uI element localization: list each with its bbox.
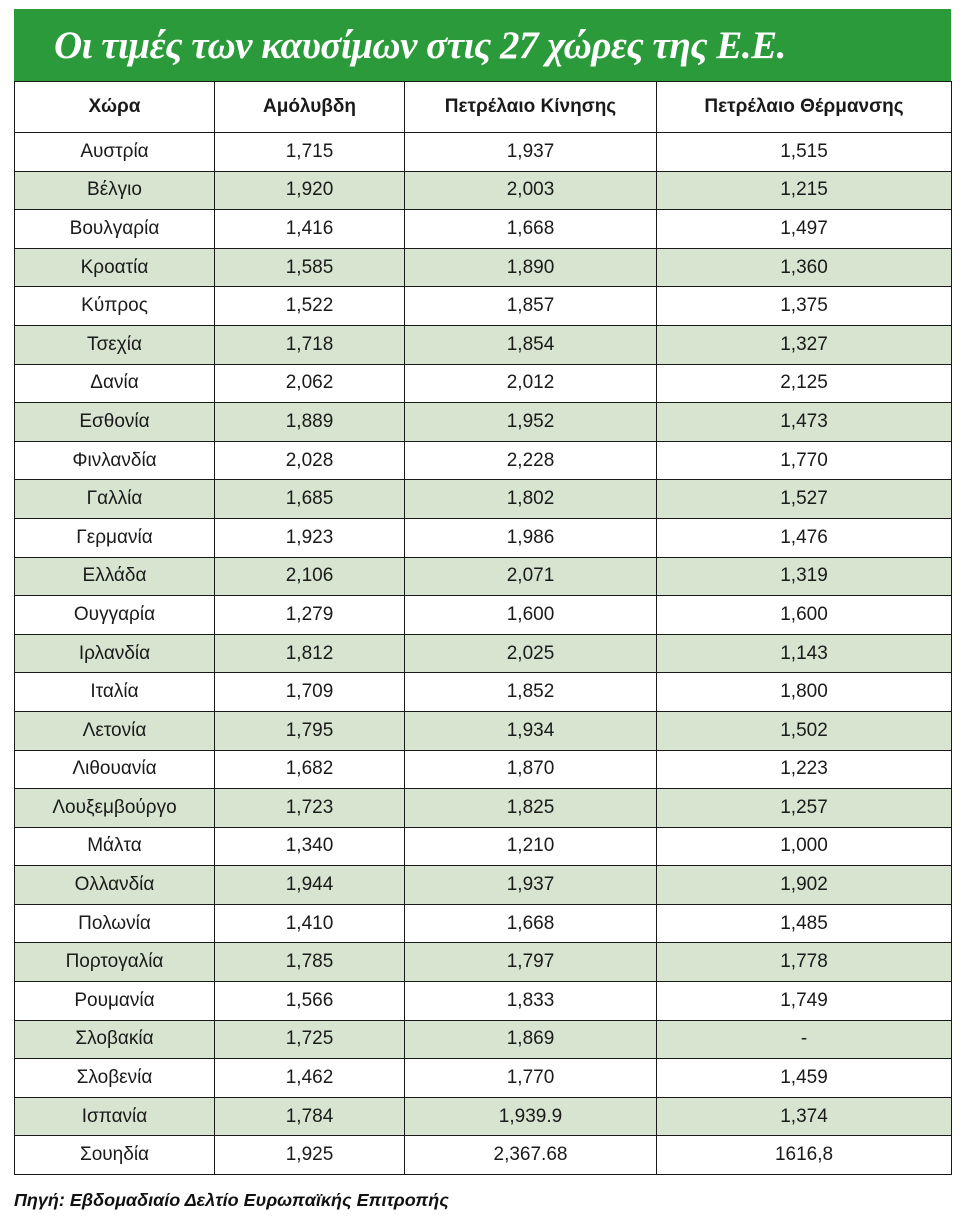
table-header-row: [15, 82, 952, 133]
cell-country: Γερμανία: [15, 518, 215, 557]
cell-country: Ρουμανία: [15, 982, 215, 1021]
cell-unleaded: 1,715: [215, 133, 405, 172]
cell-diesel: 1,770: [405, 1059, 657, 1098]
cell-heating-oil: 1,473: [657, 403, 952, 442]
cell-diesel: 1,854: [405, 325, 657, 364]
table-row: [15, 789, 952, 828]
table-row: [15, 827, 952, 866]
cell-heating-oil: 1,778: [657, 943, 952, 982]
cell-unleaded: 1,585: [215, 248, 405, 287]
cell-heating-oil: 1,770: [657, 441, 952, 480]
cell-unleaded: 1,410: [215, 904, 405, 943]
cell-country: Πολωνία: [15, 904, 215, 943]
cell-diesel: 1,870: [405, 750, 657, 789]
cell-diesel: 1,802: [405, 480, 657, 519]
cell-heating-oil: 1,800: [657, 673, 952, 712]
fuel-prices-table: [14, 81, 952, 1175]
cell-country: Φινλανδία: [15, 441, 215, 480]
table-row: [15, 750, 952, 789]
table-row: [15, 403, 952, 442]
cell-diesel: 1,210: [405, 827, 657, 866]
cell-diesel: 2,367.68: [405, 1136, 657, 1175]
cell-heating-oil: 1,749: [657, 982, 952, 1021]
table-row: [15, 1097, 952, 1136]
table-row: [15, 133, 952, 172]
cell-country: Βέλγιο: [15, 171, 215, 210]
cell-unleaded: 1,784: [215, 1097, 405, 1136]
cell-diesel: 1,833: [405, 982, 657, 1021]
cell-unleaded: 1,944: [215, 866, 405, 905]
source-note: Πηγή: Εβδομαδιαίο Δελτίο Ευρωπαϊκής Επιτροπής: [14, 1190, 449, 1210]
cell-diesel: 1,668: [405, 904, 657, 943]
cell-diesel: 1,986: [405, 518, 657, 557]
cell-diesel: 1,852: [405, 673, 657, 712]
cell-unleaded: 1,785: [215, 943, 405, 982]
table-row: [15, 171, 952, 210]
cell-unleaded: 1,682: [215, 750, 405, 789]
table-row: [15, 904, 952, 943]
table-row: [15, 711, 952, 750]
cell-diesel: 2,071: [405, 557, 657, 596]
cell-country: Δανία: [15, 364, 215, 403]
cell-heating-oil: 1,257: [657, 789, 952, 828]
cell-country: Ισπανία: [15, 1097, 215, 1136]
cell-country: Κροατία: [15, 248, 215, 287]
cell-diesel: 1,934: [405, 711, 657, 750]
cell-diesel: 1,668: [405, 210, 657, 249]
table-row: [15, 1020, 952, 1059]
fuel-prices-sheet: [14, 9, 951, 1175]
table-row: [15, 943, 952, 982]
cell-country: Πορτογαλία: [15, 943, 215, 982]
table-row: [15, 287, 952, 326]
cell-country: Γαλλία: [15, 480, 215, 519]
cell-unleaded: 1,279: [215, 596, 405, 635]
cell-country: Αυστρία: [15, 133, 215, 172]
cell-unleaded: 1,566: [215, 982, 405, 1021]
cell-diesel: 2,228: [405, 441, 657, 480]
table-row: [15, 557, 952, 596]
cell-unleaded: 1,522: [215, 287, 405, 326]
cell-heating-oil: 1,143: [657, 634, 952, 673]
cell-heating-oil: 1,374: [657, 1097, 952, 1136]
cell-unleaded: 1,725: [215, 1020, 405, 1059]
cell-country: Λιθουανία: [15, 750, 215, 789]
cell-diesel: 1,937: [405, 133, 657, 172]
cell-country: Κύπρος: [15, 287, 215, 326]
table-row: [15, 364, 952, 403]
cell-country: Ουγγαρία: [15, 596, 215, 635]
header-unleaded: Αμόλυβδη: [215, 82, 405, 133]
cell-unleaded: 1,685: [215, 480, 405, 519]
cell-diesel: 1,937: [405, 866, 657, 905]
table-row: [15, 634, 952, 673]
cell-unleaded: 1,462: [215, 1059, 405, 1098]
cell-country: Σουηδία: [15, 1136, 215, 1175]
table-row: [15, 210, 952, 249]
cell-country: Μάλτα: [15, 827, 215, 866]
cell-country: Ιρλανδία: [15, 634, 215, 673]
cell-country: Λετονία: [15, 711, 215, 750]
cell-diesel: 2,003: [405, 171, 657, 210]
table-row: [15, 982, 952, 1021]
cell-unleaded: 2,062: [215, 364, 405, 403]
cell-unleaded: 1,709: [215, 673, 405, 712]
table-row: [15, 866, 952, 905]
cell-heating-oil: 1,327: [657, 325, 952, 364]
cell-diesel: 1,857: [405, 287, 657, 326]
table-row: [15, 325, 952, 364]
table-row: [15, 441, 952, 480]
cell-diesel: 2,025: [405, 634, 657, 673]
cell-unleaded: 1,923: [215, 518, 405, 557]
cell-unleaded: 1,718: [215, 325, 405, 364]
header-country: Χώρα: [15, 82, 215, 133]
cell-heating-oil: 1,215: [657, 171, 952, 210]
cell-diesel: 2,012: [405, 364, 657, 403]
table-row: [15, 596, 952, 635]
cell-diesel: 1,600: [405, 596, 657, 635]
cell-heating-oil: 1,223: [657, 750, 952, 789]
cell-country: Ελλάδα: [15, 557, 215, 596]
cell-diesel: 1,797: [405, 943, 657, 982]
table-row: [15, 1136, 952, 1175]
page-title: Οι τιμές των καυσίμων στις 27 χώρες της Ε.Ε.: [54, 23, 786, 67]
cell-heating-oil: 1,476: [657, 518, 952, 557]
cell-diesel: 1,869: [405, 1020, 657, 1059]
cell-heating-oil: 1,485: [657, 904, 952, 943]
cell-unleaded: 1,920: [215, 171, 405, 210]
cell-heating-oil: 1,000: [657, 827, 952, 866]
cell-unleaded: 1,416: [215, 210, 405, 249]
cell-country: Βουλγαρία: [15, 210, 215, 249]
cell-unleaded: 1,340: [215, 827, 405, 866]
cell-country: Τσεχία: [15, 325, 215, 364]
cell-unleaded: 2,028: [215, 441, 405, 480]
cell-unleaded: 1,889: [215, 403, 405, 442]
header-heating-oil: Πετρέλαιο Θέρμανσης: [657, 82, 952, 133]
cell-unleaded: 1,812: [215, 634, 405, 673]
cell-country: Ιταλία: [15, 673, 215, 712]
cell-heating-oil: 1,319: [657, 557, 952, 596]
cell-heating-oil: 1,515: [657, 133, 952, 172]
cell-country: Σλοβακία: [15, 1020, 215, 1059]
cell-country: Λουξεμβούργο: [15, 789, 215, 828]
cell-unleaded: 2,106: [215, 557, 405, 596]
table-row: [15, 673, 952, 712]
cell-heating-oil: 1616,8: [657, 1136, 952, 1175]
cell-heating-oil: 1,502: [657, 711, 952, 750]
cell-heating-oil: 2,125: [657, 364, 952, 403]
table-body: [15, 133, 952, 1175]
cell-unleaded: 1,795: [215, 711, 405, 750]
cell-heating-oil: 1,459: [657, 1059, 952, 1098]
cell-heating-oil: 1,600: [657, 596, 952, 635]
cell-country: Εσθονία: [15, 403, 215, 442]
table-row: [15, 480, 952, 519]
cell-unleaded: 1,925: [215, 1136, 405, 1175]
header-diesel: Πετρέλαιο Κίνησης: [405, 82, 657, 133]
table-row: [15, 1059, 952, 1098]
cell-heating-oil: -: [657, 1020, 952, 1059]
cell-heating-oil: 1,497: [657, 210, 952, 249]
table-row: [15, 518, 952, 557]
cell-heating-oil: 1,902: [657, 866, 952, 905]
cell-unleaded: 1,723: [215, 789, 405, 828]
cell-diesel: 1,952: [405, 403, 657, 442]
title-banner: [14, 9, 951, 81]
cell-heating-oil: 1,360: [657, 248, 952, 287]
cell-country: Ολλανδία: [15, 866, 215, 905]
table-row: [15, 248, 952, 287]
cell-diesel: 1,825: [405, 789, 657, 828]
cell-country: Σλοβενία: [15, 1059, 215, 1098]
cell-heating-oil: 1,375: [657, 287, 952, 326]
cell-diesel: 1,890: [405, 248, 657, 287]
cell-diesel: 1,939.9: [405, 1097, 657, 1136]
cell-heating-oil: 1,527: [657, 480, 952, 519]
